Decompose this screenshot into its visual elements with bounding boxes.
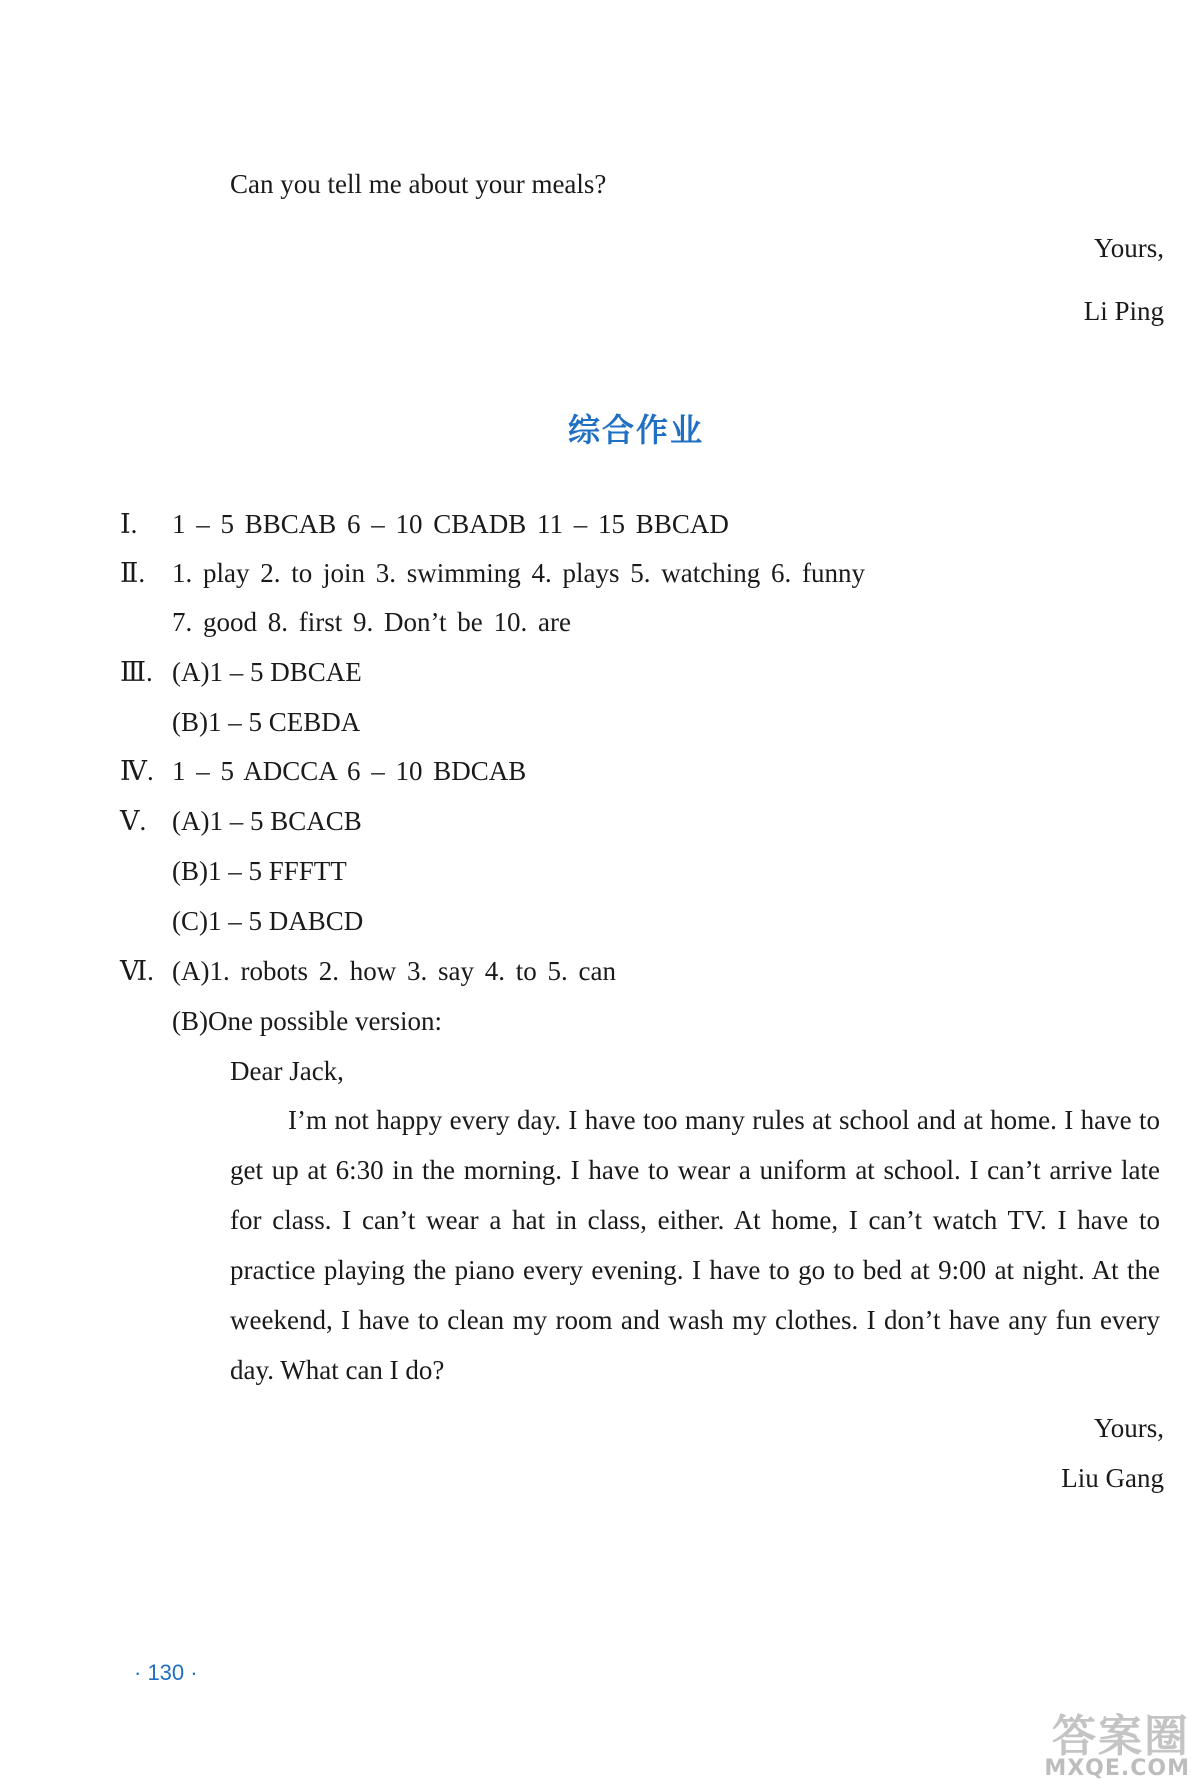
answer-line: 1 – 5 ADCCA 6 – 10 BDCAB <box>172 756 527 786</box>
answer-line: (B)1 – 5 FFFTT <box>172 856 347 886</box>
answer-line: (B)1 – 5 CEBDA <box>172 707 361 737</box>
answer-line: (C)1 – 5 DABCD <box>172 906 364 936</box>
answer-roman-6: Ⅵ. <box>120 956 154 986</box>
answer-line: 1 – 5 BBCAB 6 – 10 CBADB 11 – 15 BBCAD <box>172 509 729 539</box>
answer-roman-1: Ⅰ. <box>120 509 138 539</box>
answer-line: 7. good 8. first 9. Don’t be 10. are <box>172 607 571 637</box>
answer-line: (B)One possible version: <box>172 1006 442 1036</box>
essay-body-text: I’m not happy every day. I have too many rules at school and at home. I have to get up at 6:30 in the morning. I have to wear a uniform at school. I can’t arrive late for class. I can’t wear a hat in class, either. At home, I can’t watch TV. I have to practice playing the piano every evening. I have to go to bed at 9:00 at night. At the weekend, I have to clean my room and wash my clothes. I don’t have any fun every day. What can I do? <box>230 1105 1160 1385</box>
essay-greeting: Dear Jack, <box>230 1056 344 1086</box>
answer-line: (A)1 – 5 DBCAE <box>172 657 362 687</box>
answer-line: (A)1. robots 2. how 3. say 4. to 5. can <box>172 956 616 986</box>
letter-signature: Li Ping <box>1083 296 1164 326</box>
watermark <box>990 1700 1190 1790</box>
letter-closing: Yours, <box>1093 233 1164 263</box>
letter-closing-line: Can you tell me about your meals? <box>230 169 607 199</box>
essay-body <box>230 1095 1160 1395</box>
answer-line: (A)1 – 5 BCACB <box>172 806 362 836</box>
answer-roman-5: Ⅴ. <box>120 806 147 836</box>
answer-line: 1. play 2. to join 3. swimming 4. plays 5. watching 6. funny <box>172 558 865 588</box>
page-number: · 130 · <box>134 1660 198 1685</box>
answer-roman-3: Ⅲ. <box>120 657 153 687</box>
essay-closing: Yours, <box>1093 1413 1164 1443</box>
watermark-url: MXQE.COM <box>1044 1756 1190 1781</box>
answer-roman-4: Ⅳ. <box>120 756 154 786</box>
answer-roman-2: Ⅱ. <box>120 558 146 588</box>
section-title: 综合作业 <box>568 411 705 449</box>
watermark-logo: 答案圈 <box>1052 1711 1190 1762</box>
essay-signature: Liu Gang <box>1061 1463 1164 1493</box>
